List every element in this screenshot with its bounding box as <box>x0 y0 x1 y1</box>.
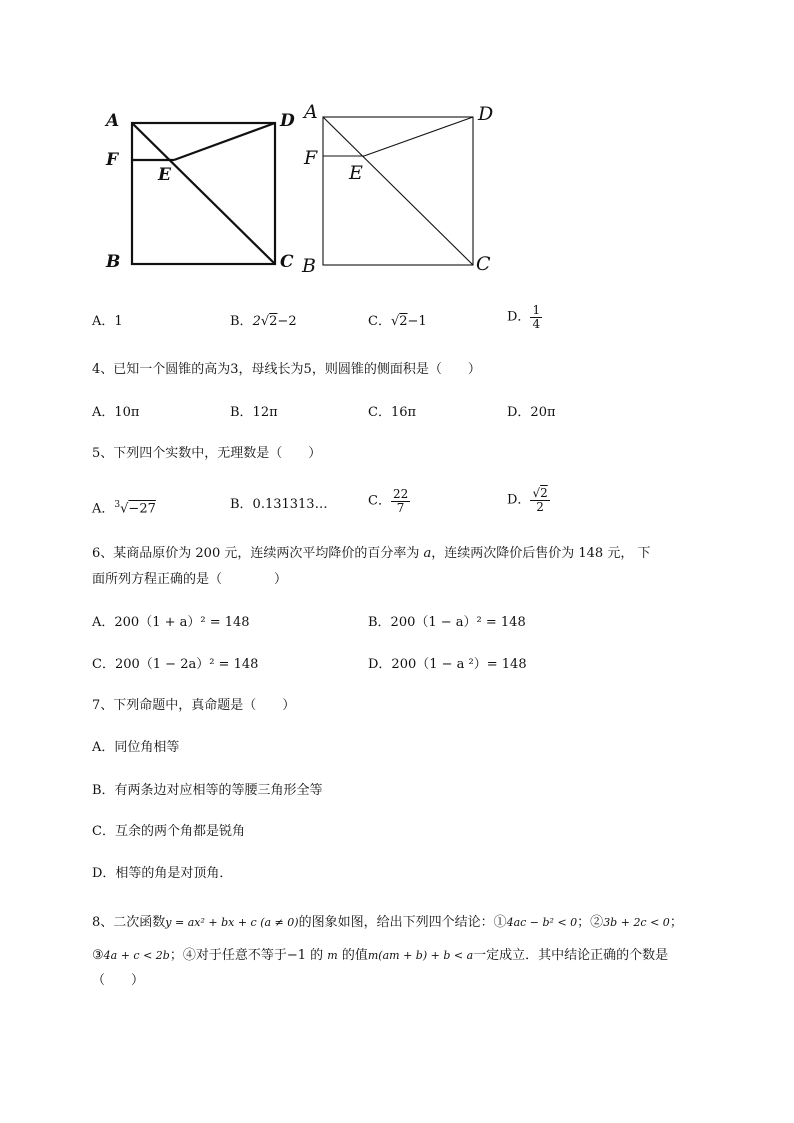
q3-option-a <box>92 314 123 330</box>
q6-line-1 <box>92 546 650 562</box>
q3-d-prefix: D． <box>507 309 531 325</box>
right-label-a: A <box>304 101 318 123</box>
q5-a-prefix: A． <box>92 501 115 517</box>
q6-option-a: A．200（1 + a）² = 148 <box>92 615 250 630</box>
q5-option-a: A．$^3$√−27 <box>92 500 156 517</box>
figure-left <box>100 100 300 272</box>
q8-line2-mid2: 的值 <box>337 948 368 963</box>
q8-line1-mid: 的图象如图，给出下列四个结论：① <box>298 915 507 930</box>
right-label-f: F <box>304 147 318 169</box>
q8-line2-end: 一定成立．其中结论正确的个数是 <box>473 948 669 963</box>
left-label-d: D <box>280 111 295 131</box>
right-label-d: D <box>478 103 494 125</box>
right-label-b: B <box>302 255 316 277</box>
q5-d-denominator: 2 <box>536 500 544 514</box>
q7-option-d: D．相等的角是对顶角． <box>92 866 233 881</box>
q5-option-b: B．0.131313… <box>230 497 328 512</box>
right-label-c: C <box>476 253 491 275</box>
q3-c-radicand: 2 <box>399 314 408 329</box>
q8-line1-sep: ；② <box>577 915 604 930</box>
q3-option-d <box>507 304 542 331</box>
q6-line-2: 面所列方程正确的是（ ） <box>92 572 288 587</box>
q8-conclusion-4: m(am + b) + b < a <box>367 949 474 962</box>
q8-line-1 <box>92 915 683 931</box>
figure-right <box>300 98 510 278</box>
q8-conclusion-1: 4ac − b² < 0 <box>506 916 578 929</box>
q3-b-rest: −2 <box>277 314 297 329</box>
q3-option-b: B．2√2−2 <box>230 314 297 329</box>
q3-d-fraction <box>530 304 542 331</box>
q6-variable-a: a <box>423 546 432 561</box>
q3-c-prefix: C． <box>368 314 391 329</box>
q7-option-b: B．有两条边对应相等的等腰三角形全等 <box>92 783 323 798</box>
q3-a-prefix: A． <box>92 314 115 329</box>
left-label-b: B <box>106 252 121 272</box>
q6-line1-end: ，连续两次降价后售价为 148 元， 下 <box>431 546 651 561</box>
q6-option-b: B．200（1 − a）² = 148 <box>368 615 526 630</box>
q4-option-b: B．12π <box>230 405 278 420</box>
left-label-a: A <box>106 111 120 131</box>
q5-c-denominator: 7 <box>396 501 405 515</box>
q8-line-2 <box>92 948 668 964</box>
q7-option-c: C．互余的两个角都是锐角 <box>92 824 245 839</box>
q5-c-numerator: 22 <box>392 487 409 501</box>
q5-a-root-index: 3 <box>114 500 121 510</box>
q5-d-fraction <box>530 487 549 514</box>
q4-option-a: A．10π <box>92 405 140 420</box>
q4-stem: 4、已知一个圆锥的高为3，母线长为5，则圆锥的侧面积是（ ） <box>92 362 481 377</box>
q8-function: y = ax² + bx + c (a ≠ 0) <box>165 916 299 929</box>
q3-c-rest: −1 <box>407 314 427 329</box>
q7-option-a: A．同位角相等 <box>92 740 180 755</box>
q6-option-d: D．200（1 − a ²）= 148 <box>368 657 527 672</box>
q5-option-c <box>368 488 410 515</box>
q3-d-numerator: 1 <box>532 303 541 317</box>
q3-b-prefix: B． <box>230 314 253 329</box>
q5-stem: 5、下列四个实数中，无理数是（ ） <box>92 446 322 461</box>
left-label-c: C <box>280 252 294 272</box>
q5-c-fraction <box>391 488 410 515</box>
q8-variable-m: m <box>327 949 338 962</box>
q8-line2-start: ③ <box>92 948 104 963</box>
q5-d-radicand: 2 <box>540 486 548 500</box>
q6-option-c: C．200（1 − 2a）² = 148 <box>92 657 259 672</box>
q8-line-3: （ ） <box>92 973 145 988</box>
right-label-e: E <box>349 162 363 184</box>
q3-b-radicand: 2 <box>269 314 278 329</box>
q8-line1-start: 8、二次函数 <box>92 915 166 930</box>
q3-b-coef: 2 <box>252 314 261 329</box>
q5-a-radicand: −27 <box>128 501 156 517</box>
q8-line1-end: ； <box>669 915 683 930</box>
q5-option-d <box>507 487 550 514</box>
q4-option-c: C．16π <box>368 405 417 420</box>
q5-d-prefix: D． <box>507 492 531 508</box>
left-label-e: E <box>158 165 171 185</box>
q4-option-d: D．20π <box>507 405 556 420</box>
q6-line1-start: 6、某商品原价为 200 元，连续两次平均降价的百分率为 <box>92 546 424 561</box>
q7-stem: 7、下列命题中，真命题是（ ） <box>92 698 296 713</box>
q8-conclusion-3: 4a + c < 2b <box>103 949 170 962</box>
q5-d-numerator: √2 <box>532 486 548 500</box>
q3-d-denominator: 4 <box>532 317 541 331</box>
q8-conclusion-2: 3b + 2c < 0 <box>603 916 670 929</box>
q5-c-prefix: C． <box>368 493 391 509</box>
left-label-f: F <box>106 150 119 170</box>
q3-option-c: C．√2−1 <box>368 314 427 329</box>
q8-line2-mid: ；④对于任意不等于−1 的 <box>169 948 328 963</box>
q3-a-value: 1 <box>114 314 123 329</box>
